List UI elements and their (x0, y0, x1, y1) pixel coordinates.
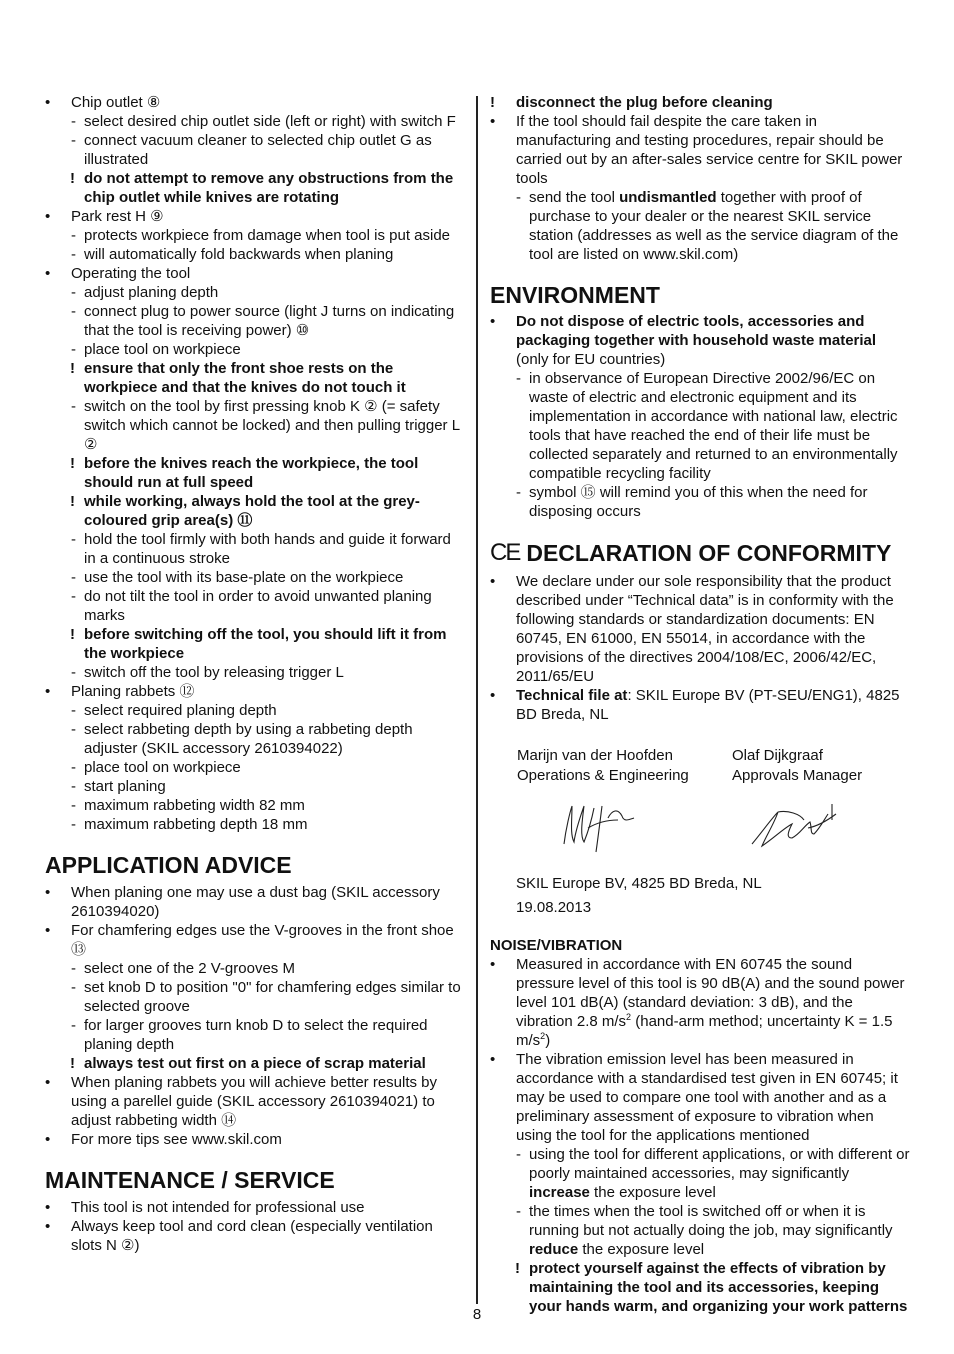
left-heading: APPLICATION ADVICE (45, 852, 292, 878)
left-item: • When planing rabbets you will achieve better results by using a parellel guide (SKIL accessory 2610394021) to adjust rabbeting width ⑭ (45, 1073, 465, 1130)
left-subitem: - connect vacuum cleaner to selected chip outlet G as illustrated (45, 131, 465, 169)
left-subitem: - select one of the 2 V-grooves M (45, 959, 465, 978)
left-subitem: - set knob D to position "0" for chamfering edges similar to selected groove (45, 978, 465, 1016)
left-heading: MAINTENANCE / SERVICE (45, 1167, 335, 1193)
declaration-date: 19.08.2013 (516, 899, 592, 916)
left-warning: ! before switching off the tool, you should lift it from the workpiece (45, 625, 465, 663)
signatory-2-title: Approvals Manager (732, 767, 863, 784)
right-column (490, 93, 912, 1316)
left-column (45, 93, 465, 1255)
left-item: • Planing rabbets ⑫ (45, 682, 465, 701)
left-item: • Chip outlet ⑧ (45, 93, 465, 112)
left-item: • For more tips see www.skil.com (45, 1130, 465, 1149)
declaration-title: DECLARATION OF CONFORMITY (526, 540, 892, 566)
left-subitem: - select rabbeting depth by using a rabbeting depth adjuster (SKIL accessory 2610394022) (45, 720, 465, 758)
left-warning: ! while working, always hold the tool at the grey-coloured grip area(s) ⑪ (45, 492, 465, 530)
left-warning: ! before the knives reach the workpiece, the tool should run at full speed (45, 454, 465, 492)
left-subitem: - switch on the tool by first pressing knob K ② (= safety switch which cannot be locked) and then pulling trigger L ② (45, 397, 465, 454)
page-number: 8 (472, 1306, 482, 1323)
signatory-1-name: Marijn van der Hoofden (517, 747, 673, 764)
left-subitem: - select required planing depth (45, 701, 465, 720)
left-subitem: - adjust planing depth (45, 283, 465, 302)
signature-1-image (558, 798, 638, 854)
left-subitem: - start planing (45, 777, 465, 796)
left-subitem: - maximum rabbeting depth 18 mm (45, 815, 465, 834)
ce-mark: CE (490, 539, 520, 566)
left-subitem: - place tool on workpiece (45, 758, 465, 777)
noise-warning: ! protect yourself against the effects of vibration by maintaining the tool and its accessories, keeping your hands warm, and organizing your work patterns (490, 1259, 912, 1316)
left-subitem: - protects workpiece from damage when tool is put aside (45, 226, 465, 245)
left-item: • This tool is not intended for professional use (45, 1198, 465, 1217)
declaration-item: • Technical file at: SKIL Europe BV (PT-SEU/ENG1), 4825 BD Breda, NL (490, 686, 912, 724)
service-subitem: - send the tool undismantled together with proof of purchase to your dealer or the nearest SKIL service station (addresses as well as the service diagram of the tool are listed on www.skil.com) (490, 188, 912, 264)
declaration-heading (490, 539, 912, 567)
left-subitem: - for larger grooves turn knob D to select the required planing depth (45, 1016, 465, 1054)
left-item: • When planing one may use a dust bag (SKIL accessory 2610394020) (45, 883, 465, 921)
noise-item-1: • Measured in accordance with EN 60745 the sound pressure level of this tool is 90 dB(A) and the sound power level 101 dB(A) (standard deviation: 3 dB), and the vibration 2.8 $m/s^2$ (hand-arm method; uncertainty K = 1.5 $m/s^2$) (490, 955, 912, 1050)
column-divider (476, 96, 478, 1304)
environment-subitem: - in observance of European Directive 2002/96/EC on waste of electric and electronic equipment and its implementation in accordance with national law, electric tools that have reached the end of their life must be collected separately and returned to an environmentally compatible recycling facility (490, 369, 912, 483)
left-subitem: - place tool on workpiece (45, 340, 465, 359)
noise-item-2: • The vibration emission level has been measured in accordance with a standardised test given in EN 60745; it may be used to compare one tool with another and as a preliminary assessment of exposure to vibration when using the tool for the applications mentioned (490, 1050, 912, 1145)
left-subitem: - use the tool with its base-plate on the workpiece (45, 568, 465, 587)
signatory-2-name: Olaf Dijkgraaf (732, 747, 823, 764)
noise-heading: NOISE/VIBRATION (490, 937, 623, 954)
left-item: • For chamfering edges use the V-grooves in the front shoe ⑬ (45, 921, 465, 959)
service-item: • If the tool should fail despite the care taken in manufacturing and testing procedures, repair should be carried out by an after-sales service centre for SKIL power tools (490, 112, 912, 188)
left-item: • Park rest H ⑨ (45, 207, 465, 226)
noise-subitem-2: - the times when the tool is switched off or when it is running but not actually doing the job, may significantly reduce the exposure level (490, 1202, 912, 1259)
left-warning: ! ensure that only the front shoe rests on the workpiece and that the knives do not touch it (45, 359, 465, 397)
declaration-item: • We declare under our sole responsibility that the product described under “Technical data” is in conformity with the following standards or standardization documents: EN 60745, EN 61000, EN 55014, in accordance with the provisions of the directives 2004/108/EC, 2006/42/EC, 2011/65/EU (490, 572, 912, 686)
left-subitem: - do not tilt the tool in order to avoid unwanted planing marks (45, 587, 465, 625)
environment-subitem: - symbol ⑮ will remind you of this when the need for disposing occurs (490, 483, 912, 521)
signatory-1-title: Operations & Engineering (517, 767, 689, 784)
left-subitem: - will automatically fold backwards when planing (45, 245, 465, 264)
environment-item: • Do not dispose of electric tools, accessories and packaging together with household waste material (only for EU countries) (490, 312, 912, 369)
company-line: SKIL Europe BV, 4825 BD Breda, NL (516, 875, 762, 892)
left-subitem: - switch off the tool by releasing trigger L (45, 663, 465, 682)
environment-heading: ENVIRONMENT (490, 282, 660, 308)
left-subitem: - select desired chip outlet side (left or right) with switch F (45, 112, 465, 131)
left-warning: ! do not attempt to remove any obstructions from the chip outlet while knives are rotating (45, 169, 465, 207)
noise-subitem-1: - using the tool for different applications, or with different or poorly maintained accessories, may significantly increase the exposure level (490, 1145, 912, 1202)
signature-block (490, 724, 912, 894)
left-item: • Always keep tool and cord clean (especially ventilation slots N ②) (45, 1217, 465, 1255)
left-warning: ! always test out first on a piece of scrap material (45, 1054, 465, 1073)
service-warning: ! disconnect the plug before cleaning (490, 93, 912, 112)
left-subitem: - connect plug to power source (light J turns on indicating that the tool is receiving power) ⑩ (45, 302, 465, 340)
left-subitem: - maximum rabbeting width 82 mm (45, 796, 465, 815)
signature-2-image (748, 798, 840, 854)
left-item: • Operating the tool (45, 264, 465, 283)
left-subitem: - hold the tool firmly with both hands and guide it forward in a continuous stroke (45, 530, 465, 568)
